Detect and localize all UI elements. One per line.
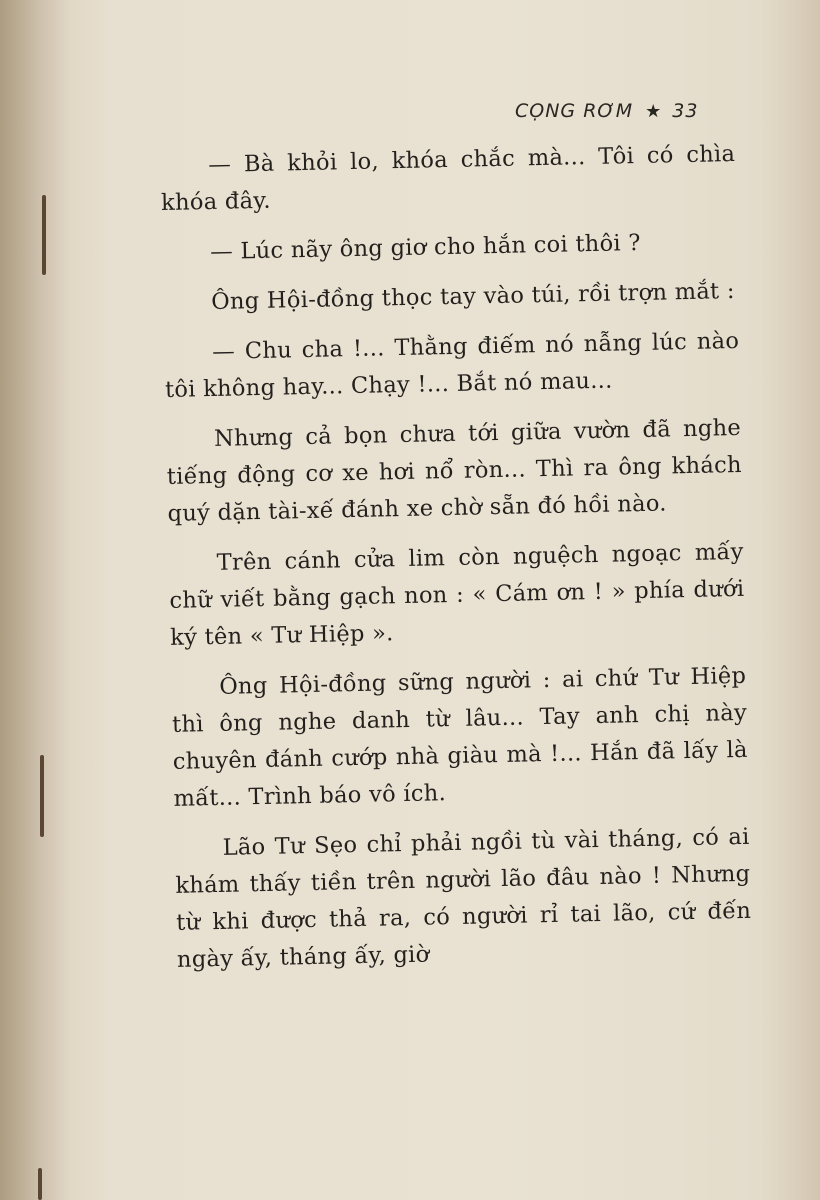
binding-staple <box>38 1168 42 1200</box>
paragraph: Trên cánh cửa lim còn nguệch ngoạc mấy chữ viết bằng gạch non : « Cám ơn ! » phía dưới ký tên « Tư Hiệp ». <box>169 538 745 651</box>
running-head <box>515 100 698 122</box>
paragraph: — Bà khỏi lo, khóa chắc mà... Tôi có chìa khóa đây. <box>160 140 736 216</box>
paragraph: Nhưng cả bọn chưa tới giữa vườn đã nghe tiếng động cơ xe hơi nổ ròn... Thì ra ông khách quý dặn tài-xế đánh xe chờ sẵn đó hồi nào. <box>166 414 743 527</box>
paragraph: Lão Tư Sẹo chỉ phải ngồi tù vài tháng, có ai khám thấy tiền trên người lão đâu nào ! Nhưng từ khi được thả ra, có người rỉ tai lão, cứ đến ngày ấy, tháng ấy, giờ <box>175 823 752 973</box>
paragraph: Ông Hội-đồng thọc tay vào túi, rồi trợn mắt : <box>210 277 735 315</box>
binding-staple <box>42 195 46 275</box>
paragraph: — Lúc nãy ông giơ cho hắn coi thôi ? <box>209 229 641 265</box>
body-text <box>160 136 752 979</box>
paragraph: Ông Hội-đồng sững người : ai chứ Tư Hiệp thì ông nghe danh từ lâu... Tay anh chị này chuyên đánh cướp nhà giàu mà !... Hắn đã lấy là mất... Trình báo vô ích. <box>171 662 749 812</box>
paragraph: — Chu cha !... Thằng điếm nó nẫng lúc nào tôi không hay... Chạy !... Bắt nó mau... <box>164 327 740 403</box>
page-number: 33 <box>672 100 699 122</box>
binding-shadow <box>0 0 70 1200</box>
binding-staple <box>40 755 44 837</box>
star-ornament: ★ <box>645 101 663 122</box>
running-head-title: CỌNG RƠM <box>515 100 634 122</box>
